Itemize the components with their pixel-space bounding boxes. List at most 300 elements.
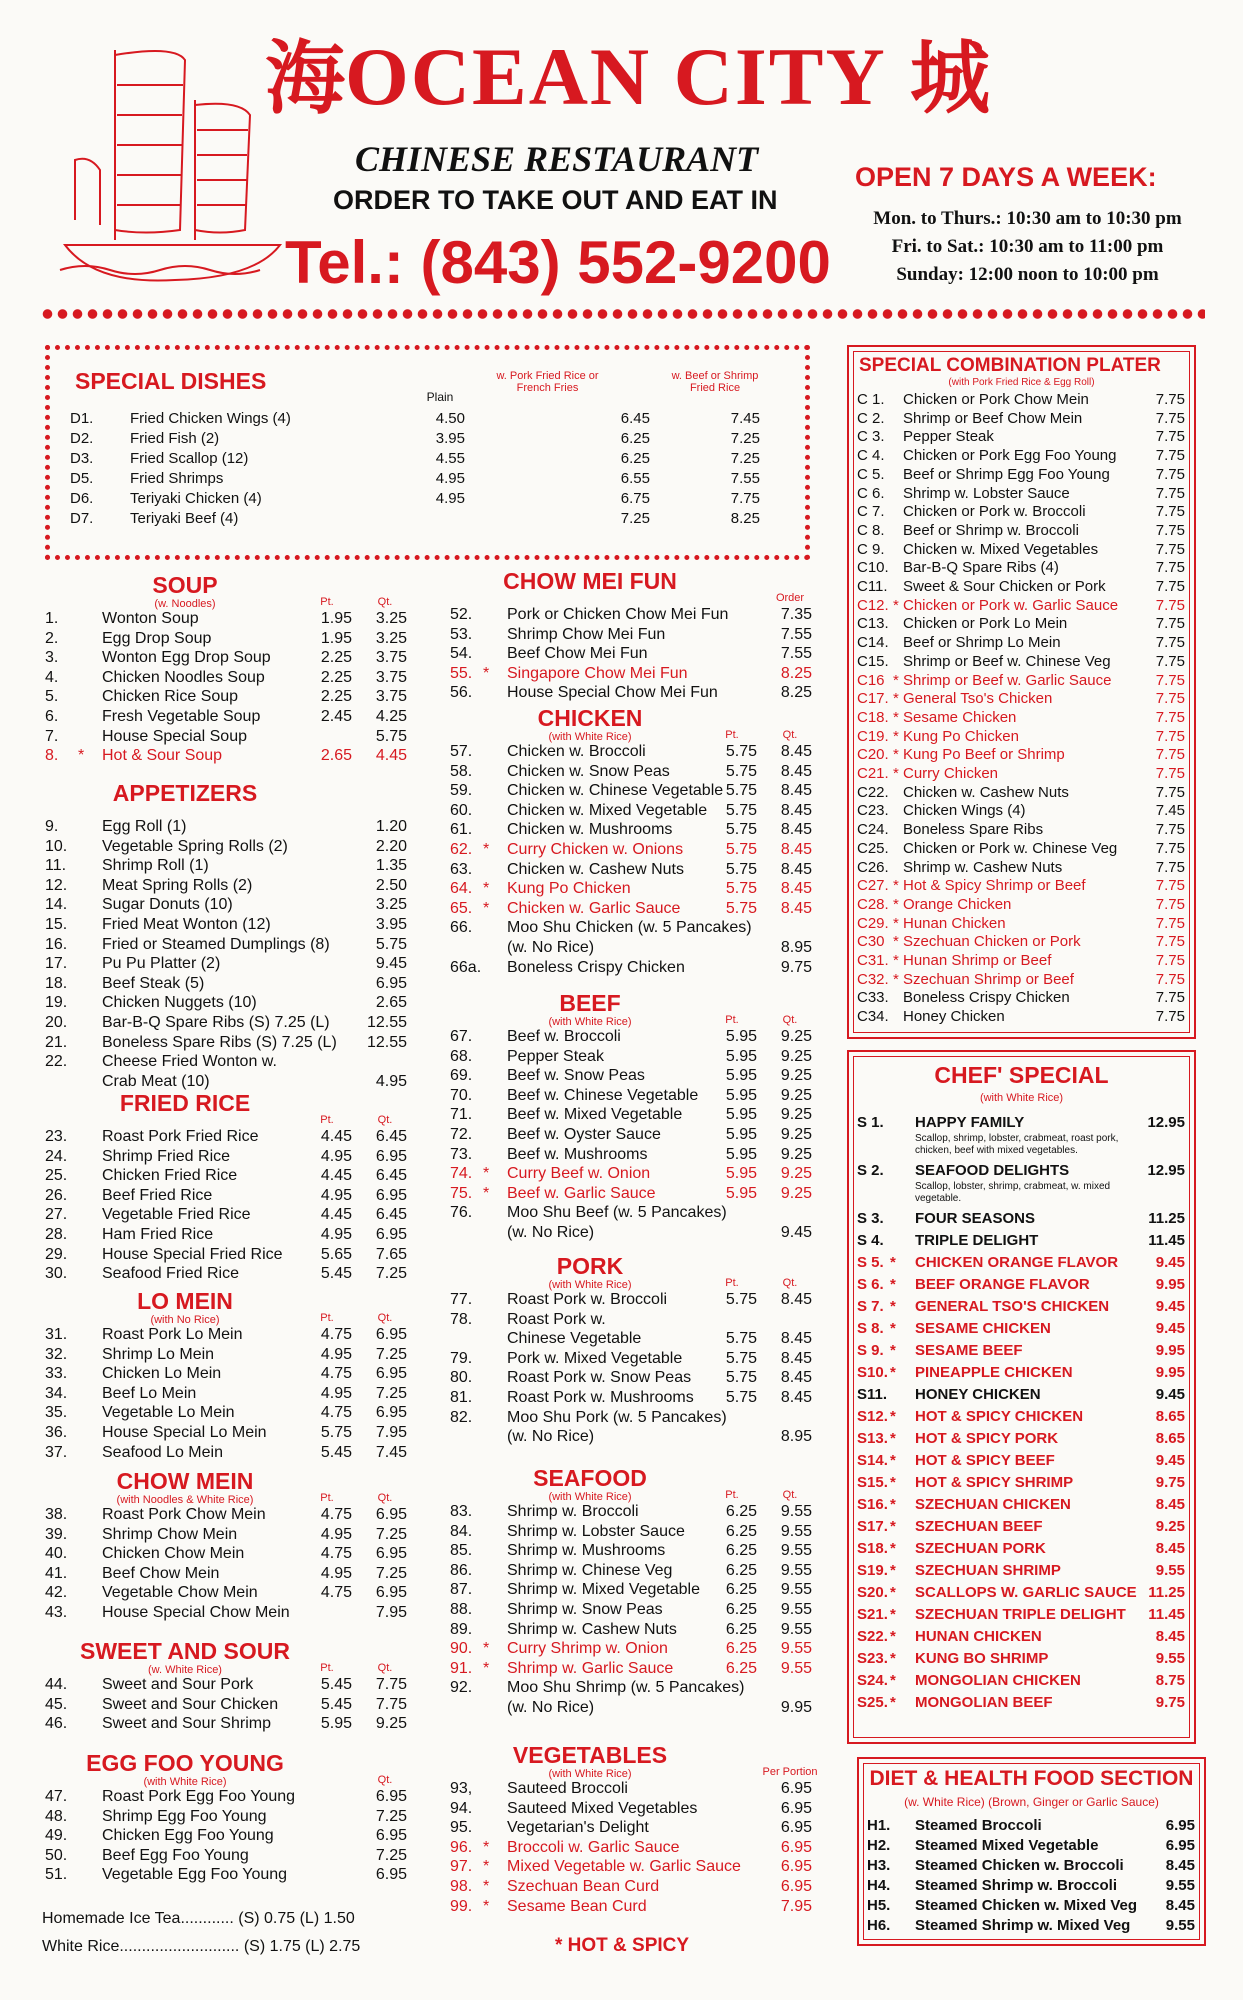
item-price: 12.95 bbox=[1147, 1114, 1185, 1131]
item-number: 29. bbox=[45, 1245, 68, 1263]
item-number: 99. bbox=[450, 1897, 473, 1915]
menu-item-row bbox=[445, 1640, 815, 1660]
item-name: Vegetable Egg Foo Young bbox=[102, 1866, 288, 1884]
item-number: S17. bbox=[857, 1518, 888, 1535]
price-beef: 7.55 bbox=[730, 470, 760, 487]
item-price: 8.45 bbox=[1165, 1897, 1195, 1914]
item-name: CHICKEN ORANGE FLAVOR bbox=[915, 1254, 1119, 1271]
item-name: Sweet and Sour Shrimp bbox=[102, 1715, 271, 1733]
item-name: BEEF ORANGE FLAVOR bbox=[915, 1276, 1090, 1293]
menu-item-row bbox=[445, 1087, 815, 1107]
item-number: S 7. bbox=[857, 1298, 884, 1315]
price-pt: 4.75 bbox=[320, 1365, 352, 1383]
item-number: 9. bbox=[45, 818, 59, 835]
menu-item-row bbox=[40, 1014, 410, 1034]
section-subtitle: (with White Rice) bbox=[143, 1776, 227, 1788]
section-subtitle: (with Noodles & White Rice) bbox=[116, 1494, 254, 1506]
combo-row bbox=[857, 559, 1187, 577]
price-qt: 8.45 bbox=[780, 743, 812, 760]
spicy-star-icon: * bbox=[890, 1408, 896, 1425]
price-qt: 6.95 bbox=[375, 1365, 407, 1383]
price-qt: 7.25 bbox=[375, 1564, 407, 1582]
price-qt: 3.25 bbox=[375, 610, 407, 627]
item-name: Sauteed Mixed Vegetables bbox=[507, 1799, 698, 1817]
menu-item-row bbox=[445, 1048, 815, 1068]
menu-item-row bbox=[40, 1584, 410, 1604]
item-name: Chicken or Pork Egg Foo Young bbox=[903, 447, 1117, 465]
item-name: House Special Chow Mein bbox=[102, 1604, 290, 1621]
item-number: 38. bbox=[45, 1506, 68, 1523]
item-name: Broccoli w. Garlic Sauce bbox=[507, 1838, 680, 1856]
item-name: Curry Chicken w. Onions bbox=[507, 841, 684, 858]
menu-item-row bbox=[445, 1185, 815, 1205]
price-pt: 1.95 bbox=[320, 610, 352, 627]
price-qt: 9.25 bbox=[780, 1184, 812, 1202]
item-name: (w. No Rice) bbox=[507, 1224, 595, 1241]
menu-item-row bbox=[445, 1699, 815, 1719]
menu-item-row bbox=[445, 1839, 815, 1859]
item-name: House Special Soup bbox=[102, 727, 247, 745]
item-number: C20. bbox=[857, 746, 889, 764]
item-name: SZECHUAN SHRIMP bbox=[915, 1562, 1061, 1579]
chef-row bbox=[857, 1672, 1187, 1692]
item-price: 9.45 bbox=[1155, 1298, 1185, 1315]
menu-item-row bbox=[40, 1444, 410, 1464]
item-name: Chicken Lo Mein bbox=[102, 1365, 222, 1383]
price-qt: 6.95 bbox=[375, 1326, 407, 1343]
spicy-star-icon: * bbox=[893, 727, 899, 745]
item-description: Scallop, lobster, shrimp, crabmeat, w. mixed vegetable. bbox=[915, 1181, 1111, 1204]
price-qt: 8.45 bbox=[780, 801, 812, 819]
item-number: C32. bbox=[857, 970, 889, 988]
price-qt: 9.55 bbox=[780, 1620, 812, 1638]
order-line: ORDER TO TAKE OUT AND EAT IN bbox=[333, 185, 778, 215]
combo-title: SPECIAL COMBINATION PLATER bbox=[859, 355, 1161, 376]
price-pt: 5.75 bbox=[725, 762, 757, 780]
price-pork: 6.25 bbox=[620, 430, 650, 447]
menu-item-row bbox=[445, 1028, 815, 1048]
menu-item-row bbox=[445, 900, 815, 920]
item-name: Shrimp Egg Foo Young bbox=[102, 1807, 267, 1825]
price-pt: 4.95 bbox=[320, 1226, 352, 1243]
item-number: 75. bbox=[450, 1184, 473, 1202]
section-title: SWEET AND SOUR bbox=[80, 1638, 290, 1664]
item-name: Chicken Noodles Soup bbox=[102, 668, 265, 686]
item-price: 8.75 bbox=[1155, 1672, 1185, 1689]
price-qt: 7.55 bbox=[780, 625, 812, 643]
item-number: 32. bbox=[45, 1345, 68, 1363]
item-number: 52. bbox=[450, 606, 473, 623]
item-number: D7. bbox=[70, 510, 94, 527]
menu-item-row bbox=[40, 936, 410, 956]
item-number: S12. bbox=[857, 1408, 888, 1425]
item-name: Roast Pork w. Mushrooms bbox=[507, 1389, 694, 1406]
menu-item-row bbox=[40, 1404, 410, 1424]
price-pt: 4.95 bbox=[320, 1384, 352, 1402]
item-price: 12.95 bbox=[1147, 1162, 1185, 1179]
item-name: Sesame Bean Curd bbox=[507, 1897, 647, 1915]
menu-item-row bbox=[445, 1106, 815, 1126]
menu-item-row bbox=[40, 1506, 410, 1526]
combo-row bbox=[857, 728, 1187, 746]
item-name: House Special Fried Rice bbox=[102, 1245, 283, 1263]
menu-item-row bbox=[445, 743, 815, 763]
section-title: BEEF bbox=[559, 990, 621, 1016]
item-name: Shrimp w. Mixed Vegetable bbox=[507, 1581, 700, 1599]
price-qt: 7.25 bbox=[375, 1846, 407, 1864]
item-name: Roast Pork Egg Foo Young bbox=[102, 1788, 296, 1805]
item-price: 7.75 bbox=[1155, 428, 1185, 446]
price-pork: 6.25 bbox=[620, 450, 650, 467]
item-name: Shrimp Roll (1) bbox=[102, 857, 209, 875]
item-number: H2. bbox=[867, 1837, 891, 1854]
menu-item-row bbox=[40, 1604, 410, 1624]
price-qt: 8.45 bbox=[780, 782, 812, 800]
col-pt: Pt. bbox=[320, 596, 334, 608]
item-number: 51. bbox=[45, 1866, 68, 1884]
combo-row bbox=[857, 989, 1187, 1007]
chef-row bbox=[857, 1162, 1187, 1182]
col-qt: Qt. bbox=[782, 1014, 798, 1026]
item-name: Curry Chicken bbox=[903, 765, 999, 782]
chef-row bbox=[857, 1386, 1187, 1406]
price-qt: 6.95 bbox=[375, 1788, 407, 1805]
price-qt: 8.45 bbox=[780, 1291, 812, 1308]
item-number: 36. bbox=[45, 1424, 68, 1441]
item-name: SESAME BEEF bbox=[915, 1342, 1023, 1359]
menu-item-row bbox=[40, 747, 410, 767]
menu-item-row bbox=[40, 1053, 410, 1073]
chef-row bbox=[857, 1408, 1187, 1428]
item-price: 8.45 bbox=[1155, 1628, 1185, 1645]
price-qt: 9.55 bbox=[780, 1522, 812, 1540]
price-pork: 6.55 bbox=[620, 470, 650, 487]
item-name: Bar-B-Q Spare Ribs (S) 7.25 (L) bbox=[102, 1014, 330, 1031]
menu-item-row bbox=[445, 1581, 815, 1601]
item-name: SZECHUAN PORK bbox=[915, 1540, 1046, 1557]
item-price: 8.45 bbox=[1165, 1857, 1195, 1874]
hours-block bbox=[855, 205, 1200, 289]
spicy-star-icon: * bbox=[890, 1584, 896, 1601]
menu-item-row bbox=[40, 728, 410, 748]
item-number: S 4. bbox=[857, 1232, 884, 1249]
price-pt: 2.65 bbox=[320, 747, 352, 765]
price-qt: 3.75 bbox=[375, 649, 407, 667]
price-plain: 4.50 bbox=[435, 410, 465, 427]
col-qt: Per Portion bbox=[762, 1766, 818, 1778]
price-qt: 3.95 bbox=[375, 916, 407, 933]
item-number: 25. bbox=[45, 1167, 68, 1185]
price-qt: 9.45 bbox=[780, 1224, 812, 1241]
price-pt: 5.75 bbox=[725, 860, 757, 878]
item-name: Szechuan Bean Curd bbox=[507, 1878, 660, 1895]
price-qt: 5.75 bbox=[375, 935, 407, 953]
price-pt: 5.95 bbox=[725, 1028, 757, 1045]
item-number: S15. bbox=[857, 1474, 888, 1491]
item-price: 9.55 bbox=[1165, 1917, 1195, 1934]
item-name: Kung Po Beef or Shrimp bbox=[903, 746, 1065, 764]
item-number: 72. bbox=[450, 1126, 473, 1143]
item-name: GENERAL TSO'S CHICKEN bbox=[915, 1298, 1110, 1315]
item-name: Fried Meat Wonton (12) bbox=[102, 916, 271, 933]
item-name: Fresh Vegetable Soup bbox=[102, 708, 261, 725]
price-plain: 3.95 bbox=[435, 430, 465, 447]
chef-row bbox=[857, 1694, 1187, 1714]
item-number: 61. bbox=[450, 821, 473, 839]
item-number: C26. bbox=[857, 858, 889, 876]
item-price: 11.45 bbox=[1148, 1232, 1185, 1249]
item-name: Shrimp or Beef Chow Mein bbox=[903, 409, 1083, 427]
item-name: Shrimp or Beef w. Chinese Veg bbox=[903, 652, 1111, 670]
item-number: D6. bbox=[70, 490, 94, 507]
price-qt: 9.55 bbox=[780, 1561, 812, 1579]
chef-row bbox=[857, 1114, 1187, 1134]
price-qt: 4.25 bbox=[375, 708, 407, 725]
item-name: Shrimp Fried Rice bbox=[102, 1147, 231, 1165]
item-number: 45. bbox=[45, 1695, 68, 1713]
item-price: 7.75 bbox=[1155, 933, 1185, 951]
item-number: C27. bbox=[857, 877, 889, 895]
menu-item-row bbox=[445, 1369, 815, 1389]
item-name: Chicken w. Broccoli bbox=[507, 743, 646, 760]
item-number: C 9. bbox=[857, 540, 885, 558]
price-qt: 4.45 bbox=[375, 747, 407, 765]
spicy-star-icon: * bbox=[483, 1640, 490, 1658]
price-qt: 6.95 bbox=[375, 1827, 407, 1845]
item-price: 7.75 bbox=[1155, 1008, 1185, 1026]
price-qt: 9.55 bbox=[780, 1601, 812, 1618]
item-name: Steamed Chicken w. Broccoli bbox=[915, 1857, 1124, 1874]
item-name: Steamed Broccoli bbox=[915, 1817, 1042, 1834]
section-subtitle: (with White Rice) bbox=[548, 1768, 632, 1780]
price-qt: 8.95 bbox=[780, 1428, 812, 1446]
item-name: Chicken w. Mixed Vegetable bbox=[507, 801, 708, 819]
item-name: Shrimp or Beef w. Garlic Sauce bbox=[903, 671, 1112, 689]
item-number: 73. bbox=[450, 1145, 473, 1163]
item-name: Beef Fried Rice bbox=[102, 1186, 213, 1204]
col-qt: Qt. bbox=[377, 1774, 393, 1786]
price-pt: 4.45 bbox=[320, 1128, 352, 1145]
item-number: 88. bbox=[450, 1601, 473, 1618]
item-name: Chicken or Pork w. Chinese Veg bbox=[903, 839, 1118, 857]
item-name: Pork w. Mixed Vegetable bbox=[507, 1349, 683, 1367]
price-qt: 3.75 bbox=[375, 668, 407, 686]
item-number: 28. bbox=[45, 1226, 68, 1243]
item-number: 18. bbox=[45, 974, 68, 992]
item-number: 19. bbox=[45, 994, 68, 1012]
item-price: 8.65 bbox=[1155, 1430, 1185, 1447]
spicy-star-icon: * bbox=[483, 664, 490, 682]
item-price: 7.75 bbox=[1155, 727, 1185, 745]
price-qt: 6.45 bbox=[375, 1206, 407, 1224]
logo-chinese-right: 城 bbox=[910, 31, 990, 125]
item-name: Shrimp w. Chinese Veg bbox=[507, 1561, 673, 1579]
item-name: Seafood Fried Rice bbox=[102, 1265, 239, 1283]
item-name: (w. No Rice) bbox=[507, 1699, 595, 1716]
item-name: KUNG BO SHRIMP bbox=[915, 1650, 1049, 1667]
item-number: 15. bbox=[45, 916, 68, 933]
section-subtitle: (with White Rice) bbox=[548, 1016, 632, 1028]
item-price: 7.75 bbox=[1155, 503, 1185, 521]
item-description: Scallop, shrimp, lobster, crabmeat, roast pork, chicken, beef with mixed vegetables. bbox=[915, 1133, 1119, 1156]
item-price: 11.25 bbox=[1148, 1210, 1185, 1227]
item-number: S10. bbox=[857, 1364, 888, 1381]
item-number: S 9. bbox=[857, 1342, 884, 1359]
price-pt: 5.75 bbox=[725, 1349, 757, 1367]
menu-item-row bbox=[40, 1808, 410, 1828]
combo-row bbox=[857, 952, 1187, 970]
item-price: 7.75 bbox=[1155, 970, 1185, 988]
chef-special-box bbox=[847, 1050, 1196, 1744]
item-price: 7.75 bbox=[1155, 634, 1185, 652]
item-number: D3. bbox=[70, 450, 94, 467]
menu-item-row bbox=[445, 1562, 815, 1582]
item-name: Wonton Soup bbox=[102, 610, 199, 627]
item-name: Crab Meat (10) bbox=[102, 1072, 210, 1090]
col-pt: Pt. bbox=[725, 1014, 739, 1026]
menu-item-row bbox=[445, 1621, 815, 1641]
item-name: Curry Shrimp w. Onion bbox=[507, 1640, 668, 1658]
item-name: Bar-B-Q Spare Ribs (4) bbox=[903, 559, 1059, 577]
item-number: S19. bbox=[857, 1562, 888, 1579]
item-number: S20. bbox=[857, 1584, 888, 1601]
diet-row bbox=[867, 1917, 1197, 1937]
menu-item-row bbox=[40, 669, 410, 689]
price-qt: 2.50 bbox=[375, 876, 407, 894]
item-price: 7.75 bbox=[1155, 914, 1185, 932]
item-number: C29. bbox=[857, 914, 889, 932]
item-name: Chicken w. Garlic Sauce bbox=[507, 899, 681, 917]
item-number: S 2. bbox=[857, 1162, 884, 1179]
item-name: Moo Shu Pork (w. 5 Pancakes) bbox=[507, 1408, 727, 1426]
price-qt: 7.25 bbox=[375, 1807, 407, 1825]
item-number: S22. bbox=[857, 1628, 888, 1645]
item-number: C11. bbox=[857, 578, 888, 595]
spicy-star-icon: * bbox=[483, 880, 490, 898]
col-plain: Plain bbox=[426, 390, 454, 404]
chef-row bbox=[857, 1452, 1187, 1472]
price-pt: 5.45 bbox=[320, 1676, 352, 1693]
price-qt: 7.25 bbox=[375, 1384, 407, 1402]
item-number: C21. bbox=[857, 765, 889, 782]
section-title: EGG FOO YOUNG bbox=[86, 1750, 284, 1776]
menu-item-row bbox=[445, 959, 815, 979]
combo-row bbox=[857, 485, 1187, 503]
price-pork: 7.25 bbox=[620, 510, 650, 527]
col-qt: Qt. bbox=[377, 1114, 393, 1126]
combo-subtitle: (with Pork Fried Rice & Egg Roll) bbox=[948, 377, 1095, 388]
price-pt: 4.75 bbox=[320, 1404, 352, 1422]
restaurant-name: OCEAN CITY bbox=[345, 31, 887, 122]
section-title: PORK bbox=[556, 1253, 624, 1279]
item-name: Beef or Shrimp Egg Foo Young bbox=[903, 465, 1110, 483]
combo-row bbox=[857, 915, 1187, 933]
price-qt: 6.95 bbox=[375, 1545, 407, 1563]
spicy-star-icon: * bbox=[483, 1858, 490, 1876]
menu-item-row bbox=[445, 821, 815, 841]
spicy-star-icon: * bbox=[893, 933, 899, 951]
spicy-star-icon: * bbox=[890, 1496, 896, 1513]
menu-item-row bbox=[445, 1819, 815, 1839]
price-qt: 6.95 bbox=[780, 1878, 812, 1895]
menu-item-row bbox=[40, 838, 410, 858]
combo-row bbox=[857, 765, 1187, 783]
price-pt: 4.75 bbox=[320, 1506, 352, 1523]
price-qt: 6.95 bbox=[375, 1404, 407, 1422]
menu-item-row bbox=[445, 1409, 815, 1429]
price-qt: 1.35 bbox=[375, 857, 407, 875]
menu-item-row bbox=[445, 841, 815, 861]
combo-row bbox=[857, 503, 1187, 521]
item-number: C16 bbox=[857, 671, 885, 689]
menu-column-middle bbox=[445, 0, 818, 2000]
section-title: FRIED RICE bbox=[119, 1090, 251, 1116]
section-title: CHOW MEI FUN bbox=[503, 568, 677, 594]
spicy-star-icon: * bbox=[890, 1474, 896, 1491]
ice-tea-line: Homemade Ice Tea............ (S) 0.75 (L) 1.50 bbox=[42, 1910, 355, 1927]
price-qt: 9.25 bbox=[780, 1165, 812, 1183]
price-qt: 9.95 bbox=[780, 1699, 812, 1716]
item-name: Fried Fish (2) bbox=[130, 430, 220, 447]
item-number: 96. bbox=[450, 1838, 473, 1856]
chef-row bbox=[857, 1650, 1187, 1670]
item-price: 7.75 bbox=[1155, 858, 1185, 876]
price-qt: 2.20 bbox=[375, 837, 407, 855]
item-name: Moo Shu Chicken (w. 5 Pancakes) bbox=[507, 919, 752, 937]
item-name: Roast Pork w. Broccoli bbox=[507, 1291, 668, 1308]
spicy-star-icon: * bbox=[890, 1452, 896, 1469]
item-name: Beef w. Chinese Vegetable bbox=[507, 1086, 699, 1104]
price-qt: 3.75 bbox=[375, 688, 407, 706]
item-number: 41. bbox=[45, 1564, 68, 1582]
item-price: 7.75 bbox=[1155, 447, 1185, 465]
phone-number[interactable]: Tel.: (843) 552-9200 bbox=[285, 229, 831, 296]
section-subtitle: (w. Noodles) bbox=[154, 598, 216, 610]
item-number: H5. bbox=[867, 1897, 891, 1914]
combo-row bbox=[857, 821, 1187, 839]
price-qt: 7.75 bbox=[375, 1676, 407, 1693]
menu-item-row bbox=[445, 1067, 815, 1087]
price-qt: 9.25 bbox=[780, 1067, 812, 1085]
item-number: C 7. bbox=[857, 503, 885, 521]
item-number: C18. bbox=[857, 708, 889, 726]
item-name: Orange Chicken bbox=[903, 895, 1012, 913]
price-qt: 3.25 bbox=[375, 896, 407, 914]
price-qt: 9.25 bbox=[780, 1028, 812, 1045]
spicy-star-icon: * bbox=[483, 899, 490, 917]
item-price: 9.45 bbox=[1155, 1254, 1185, 1271]
price-pt: 6.25 bbox=[725, 1640, 757, 1658]
item-price: 9.95 bbox=[1155, 1276, 1185, 1293]
item-number: 8. bbox=[45, 747, 59, 765]
menu-item-row bbox=[40, 896, 410, 916]
item-name: Chicken or Pork w. Garlic Sauce bbox=[903, 596, 1119, 614]
menu-item-row bbox=[40, 1788, 410, 1808]
diet-row bbox=[867, 1837, 1197, 1857]
item-number: 35. bbox=[45, 1404, 68, 1422]
price-pt: 5.75 bbox=[725, 1291, 757, 1308]
item-number: 79. bbox=[450, 1349, 473, 1367]
combo-row bbox=[857, 578, 1187, 596]
item-number: 62. bbox=[450, 841, 473, 858]
spicy-star-icon: * bbox=[890, 1694, 896, 1711]
item-number: D2. bbox=[70, 430, 94, 447]
item-price: 7.75 bbox=[1155, 465, 1185, 483]
item-name: Mixed Vegetable w. Garlic Sauce bbox=[507, 1858, 741, 1876]
item-number: 49. bbox=[45, 1827, 68, 1845]
col-pork: w. Pork Fried Rice or French Fries bbox=[496, 370, 599, 394]
menu-item-row bbox=[445, 606, 815, 626]
